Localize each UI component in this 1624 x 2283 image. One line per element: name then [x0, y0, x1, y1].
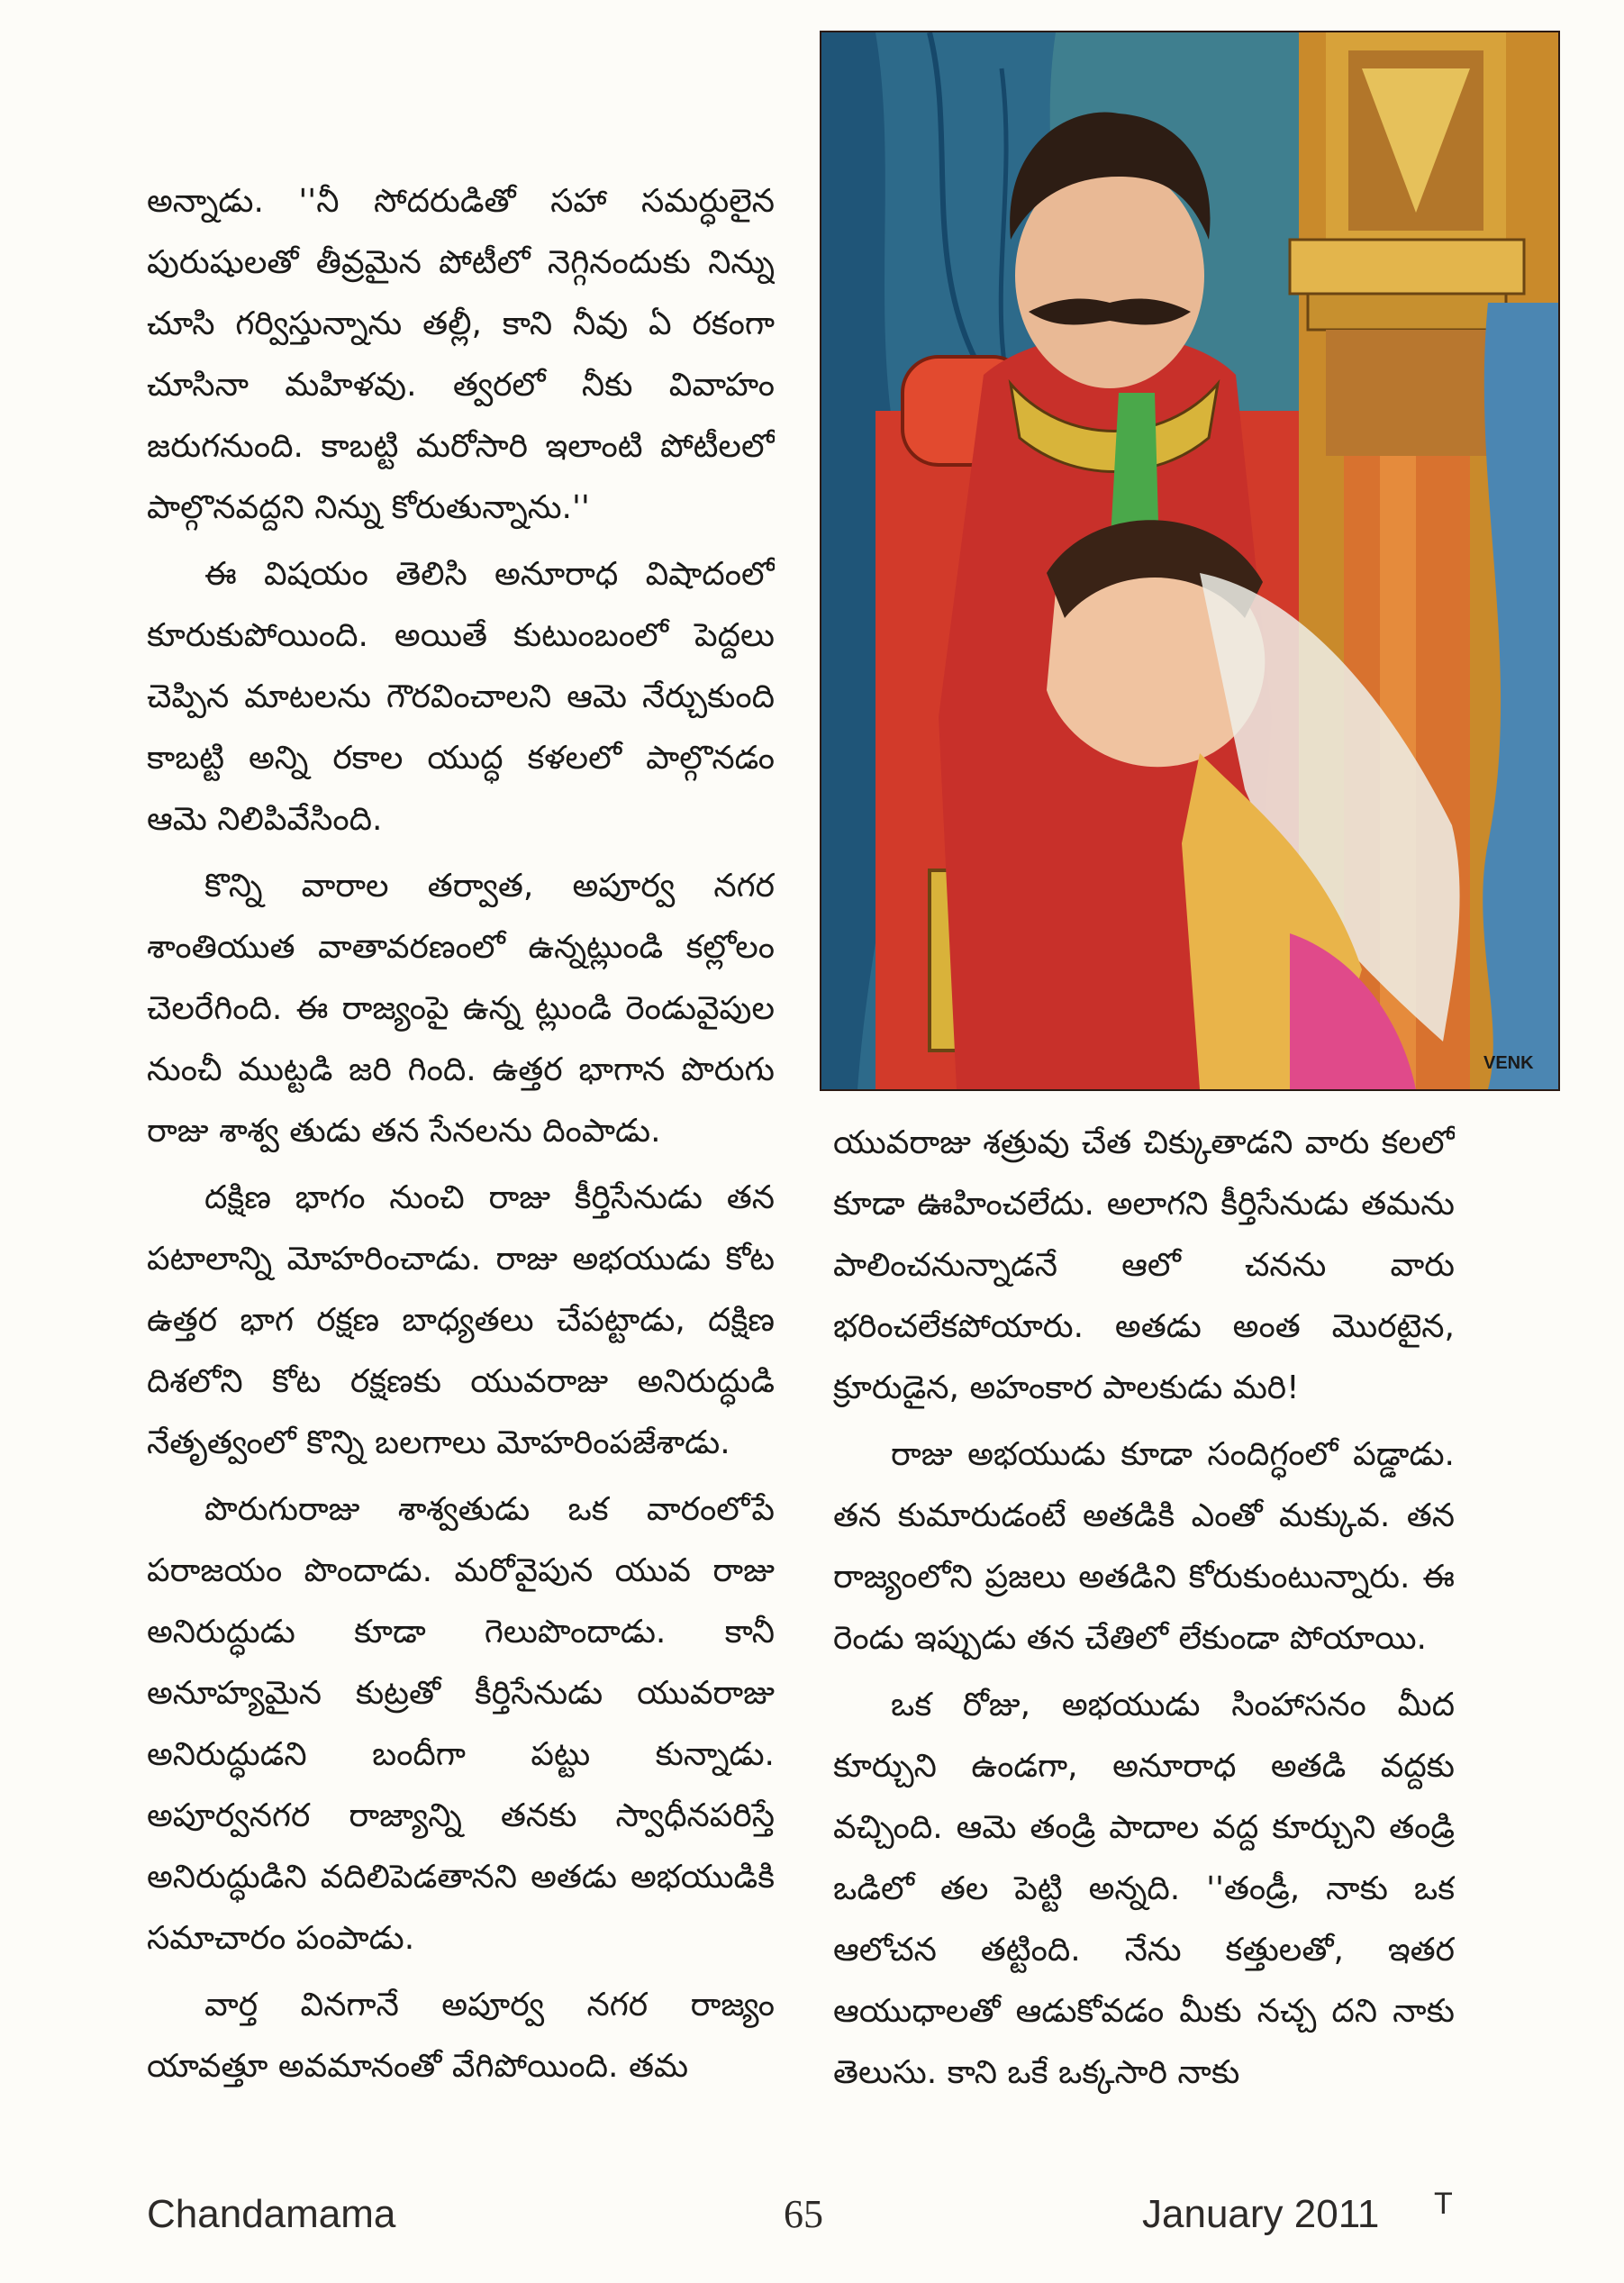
magazine-name: Chandamama — [147, 2192, 396, 2236]
artist-signature: VENK — [1483, 1053, 1534, 1073]
paragraph: వార్త వినగానే అపూర్వ నగర రాజ్యం యావత్తూ అవమానంతో వేగిపోయింది. తమ — [147, 1987, 775, 2085]
right-text-column — [833, 1113, 1455, 2162]
page-number: 65 — [784, 2192, 823, 2236]
left-text-column — [147, 171, 775, 2162]
paragraph: రాజు అభయుడు కూడా సందిగ్ధంలో పడ్డాడు. తన కుమారుడంటే అతడికి ఎంతో మక్కువ. తన రాజ్యంలోని ప్రజలు అతడిని కోరుకుంటున్నారు. ఈ రెండు ఇప్పుడు తన చేతిలో లేకుండా పోయాయి. — [833, 1436, 1455, 1657]
paragraph: కొన్ని వారాల తర్వాత, అపూర్వ నగర శాంతియుత వాతావరణంలో ఉన్నట్లుండి కల్లోలం చెలరేగింది. ఈ రాజ్యంపై ఉన్న ట్లుండి రెండువైపుల నుంచీ ముట్టడి జరి గింది. ఉత్తర భాగాన పొరుగు రాజు శాశ్వ తుడు తన సేనలను దింపాడు. — [147, 868, 775, 1150]
paragraph: దక్షిణ భాగం నుంచి రాజు కీర్తిసేనుడు తన పటాలాన్ని మోహరించాడు. రాజు అభయుడు కోట ఉత్తర భాగ రక్షణ బాధ్యతలు చేపట్టాడు, దక్షిణ దిశలోని కోట రక్షణకు యువరాజు అనిరుద్ధుడి నేతృత్వంలో కొన్ని బలగాలు మోహరింపజేశాడు. — [147, 1179, 775, 1461]
paragraph: ఒక రోజు, అభయుడు సింహాసనం మీద కూర్చుని ఉండగా, అనూరాధ అతడి వద్దకు వచ్చింది. ఆమె తండ్రి పాదాల వద్ద కూర్చుని తండ్రి ఒడిలో తల పెట్టి అన్నది. ''తండ్రీ, నాకు ఒక ఆలోచన తట్టింది. నేను కత్తులతో, ఇతర ఆయుధాలతో ఆడుకోవడం మీకు నచ్చ దని నాకు తెలుసు. కాని ఒకే ఒక్కసారి నాకు — [833, 1687, 1455, 2091]
paragraph: అన్నాడు. ''నీ సోదరుడితో సహా సమర్ధులైన పురుషులతో తీవ్రమైన పోటీలో నెగ్గినందుకు నిన్ను చూసి గర్విస్తున్నాను తల్లీ, కాని నీవు ఏ రకంగా చూసినా మహిళవు. త్వరలో నీకు వివాహం జరుగనుంది. కాబట్టి మరోసారి ఇలాంటి పోటీలలో పాల్గొనవద్దని నిన్ను కోరుతున్నాను.'' — [147, 183, 775, 526]
paragraph: యువరాజు శత్రువు చేత చిక్కుతాడని వారు కలలో కూడా ఊహించలేదు. అలాగని కీర్తిసేనుడు తమను పాలించనున్నాడనే ఆలో చనను వారు భరించలేకపోయారు. అతడు అంత మొరటైన, క్రూరుడైన, అహంకార పాలకుడు మరి! — [833, 1124, 1455, 1406]
issue-date: January 2011 — [1142, 2192, 1380, 2236]
paragraph: ఈ విషయం తెలిసి అనూరాధ విషాదంలో కూరుకుపోయింది. అయితే కుటుంబంలో పెద్దలు చెప్పిన మాటలను గౌరవించాలని ఆమె నేర్చుకుంది కాబట్టి అన్ని రకాల యుద్ధ కళలలో పాల్గొనడం ఆమె నిలిపివేసింది. — [147, 556, 775, 838]
story-illustration — [820, 31, 1560, 1091]
paragraph: పొరుగురాజు శాశ్వతుడు ఒక వారంలోపే పరాజయం పొందాడు. మరోవైపున యువ రాజు అనిరుద్ధుడు కూడా గెలుపొందాడు. కానీ అనూహ్యమైన కుట్రతో కీర్తిసేనుడు యువరాజు అనిరుద్ధుడని బందీగా పట్టు కున్నాడు. అపూర్వనగర రాజ్యాన్ని తనకు స్వాధీనపరిస్తే అనిరుద్ధుడిని వదిలిపెడతానని అతడు అభయుడికి సమాచారం పంపాడు. — [147, 1491, 775, 1957]
corner-mark: T — [1434, 2187, 1453, 2221]
